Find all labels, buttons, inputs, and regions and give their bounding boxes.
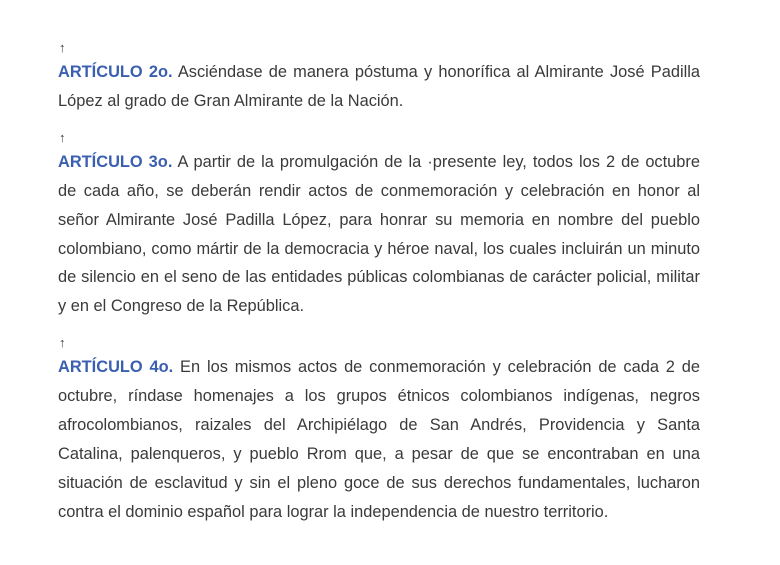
article-2: [58, 40, 700, 116]
up-arrow-icon[interactable]: ↑: [59, 40, 66, 55]
article-2-text: Asciéndase de manera póstuma y honorífica al Almirante José Padilla López al grado de Gran Almirante de la Nación.: [58, 63, 700, 110]
up-arrow-icon[interactable]: ↑: [59, 335, 66, 351]
article-2-paragraph: [58, 58, 700, 116]
article-4-label: ARTÍCULO 4o.: [58, 358, 174, 377]
article-2-label: ARTÍCULO 2o.: [58, 63, 173, 81]
article-3-paragraph: [58, 148, 700, 321]
document-body: [58, 40, 700, 541]
article-4-paragraph: [58, 353, 700, 526]
article-3-label: ARTÍCULO 3o.: [58, 152, 173, 171]
article-4: [58, 335, 700, 526]
article-3: [58, 130, 700, 321]
article-3-text: A partir de la promulgación de la ·presente ley, todos los 2 de octubre de cada año, se deberán rendir actos de conmemoración y celebración en honor al señor Almirante José Padilla López, para honrar su memoria en nombre del pueblo colombiano, como mártir de la democracia y héroe naval, los cuales incluirán un minuto de silencio en el seno de las entidades públicas colombianas de carácter policial, militar y en el Congreso de la República.: [58, 152, 700, 316]
article-4-text: En los mismos actos de conmemoración y celebración de cada 2 de octubre, ríndase homenajes a los grupos étnicos colombianos indígenas, negros afrocolombianos, raizales del Archipiélago de San Andrés, Providencia y Santa Catalina, palenqueros, y pueblo Rrom que, a pesar de que se encontraban en una situación de esclavitud y sin el pleno goce de sus derechos fundamentales, lucharon contra el dominio español para lograr la independencia de nuestro territorio.: [58, 358, 700, 521]
up-arrow-icon[interactable]: ↑: [59, 129, 66, 145]
